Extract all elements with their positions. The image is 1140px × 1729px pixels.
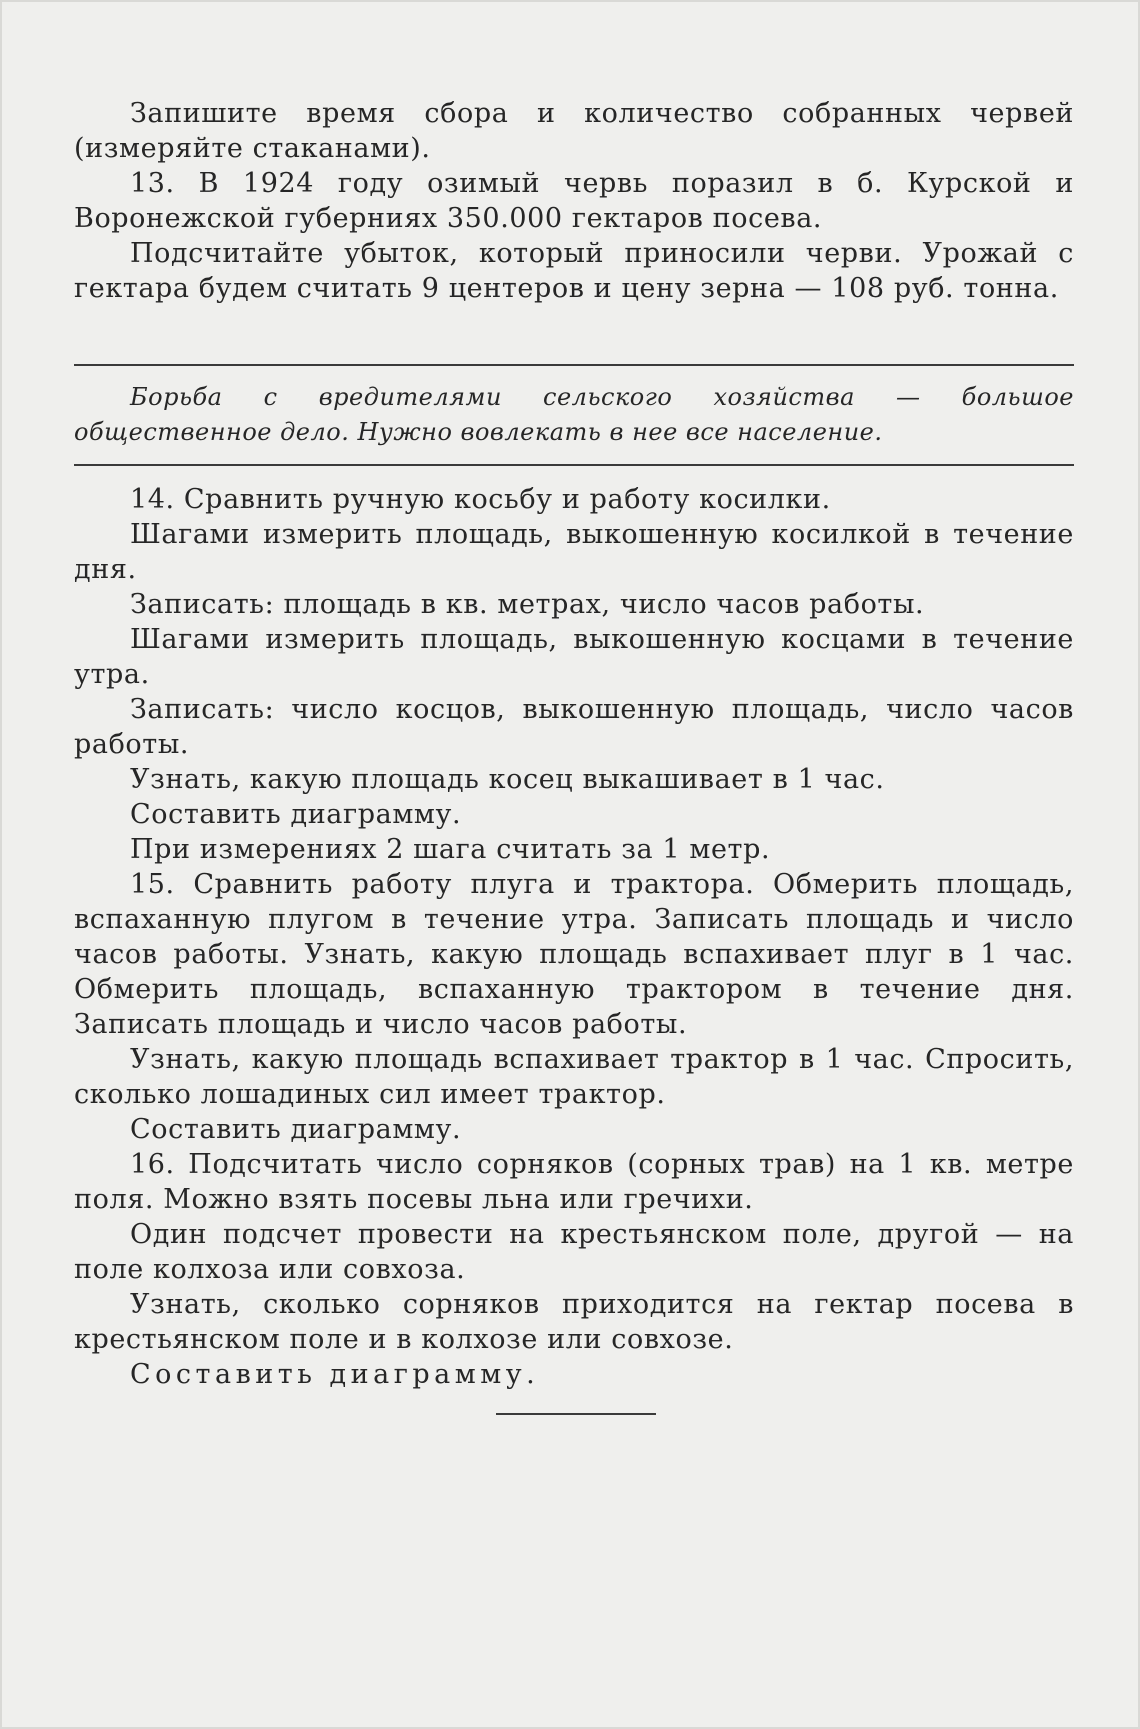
callout-bottom-rule — [74, 464, 1074, 466]
paragraph-calculate-loss: Подсчитайте убыток, который приносили черви. Урожай с гектара будем считать 9 центеров и цену зерна — 108 руб. тонна. — [74, 238, 1074, 304]
callout-text: Борьба с вредителями сельского хозяйства — большое общественное дело. Нужно вовлекать в нее все население. — [74, 383, 1074, 446]
paragraph-task-13: 13. В 1924 году озимый червь поразил в б. Курской и Воронежской губерниях 350.000 гектаров посева. — [74, 168, 1074, 234]
paragraph-measure-mower: Шагами измерить площадь, выкошенную косилкой в течение дня. — [74, 519, 1074, 585]
paragraph-count-fields: Один подсчет провести на крестьянском поле, другой — на поле колхоза или совхоза. — [74, 1219, 1074, 1285]
paragraph-make-diagram-2: Составить диаграмму. — [130, 1114, 462, 1145]
paragraph-make-diagram-3: Составить диаграмму. — [130, 1359, 540, 1390]
paragraph-tractor-hour: Узнать, какую площадь вспахивает трактор в 1 час. Спросить, сколько лошадиных сил имеет трактор. — [74, 1044, 1074, 1110]
paragraph-steps-note: При измерениях 2 шага считать за 1 метр. — [130, 834, 771, 865]
top-section — [74, 96, 1074, 306]
paragraph-task-15: 15. Сравнить работу плуга и трактора. Обмерить площадь, вспаханную плугом в течение утра. Записать площадь и число часов работы. Узнать, какую площадь вспахивает плуг в 1 час. Обмерить площадь, вспаханную трактором в течение дня. Записать площадь и число часов работы. — [74, 869, 1074, 1040]
paragraph-record-mowers: Записать: число косцов, выкошенную площадь, число часов работы. — [74, 694, 1074, 760]
paragraph-make-diagram-1: Составить диаграмму. — [130, 799, 462, 830]
paragraph-record-time: Запишите время сбора и количество собранных червей (измеряйте стаканами). — [74, 98, 1074, 164]
paragraph-area-per-hour: Узнать, какую площадь косец выкашивает в 1 час. — [130, 764, 885, 795]
paragraph-weeds-per-hectare: Узнать, сколько сорняков приходится на гектар посева в крестьянском поле и в колхозе или совхозе. — [74, 1289, 1074, 1355]
callout-box — [74, 364, 1074, 466]
paragraph-measure-mowers: Шагами измерить площадь, выкошенную косцами в течение утра. — [74, 624, 1074, 690]
callout-top-rule — [74, 364, 1074, 366]
paragraph-task-16: 16. Подсчитать число сорняков (сорных трав) на 1 кв. метре поля. Можно взять посевы льна или гречихи. — [74, 1149, 1074, 1215]
end-divider — [496, 1413, 656, 1415]
paragraph-task-14: 14. Сравнить ручную косьбу и работу косилки. — [130, 484, 831, 515]
main-section — [74, 482, 1074, 1392]
paragraph-record-area: Записать: площадь в кв. метрах, число часов работы. — [130, 589, 925, 620]
